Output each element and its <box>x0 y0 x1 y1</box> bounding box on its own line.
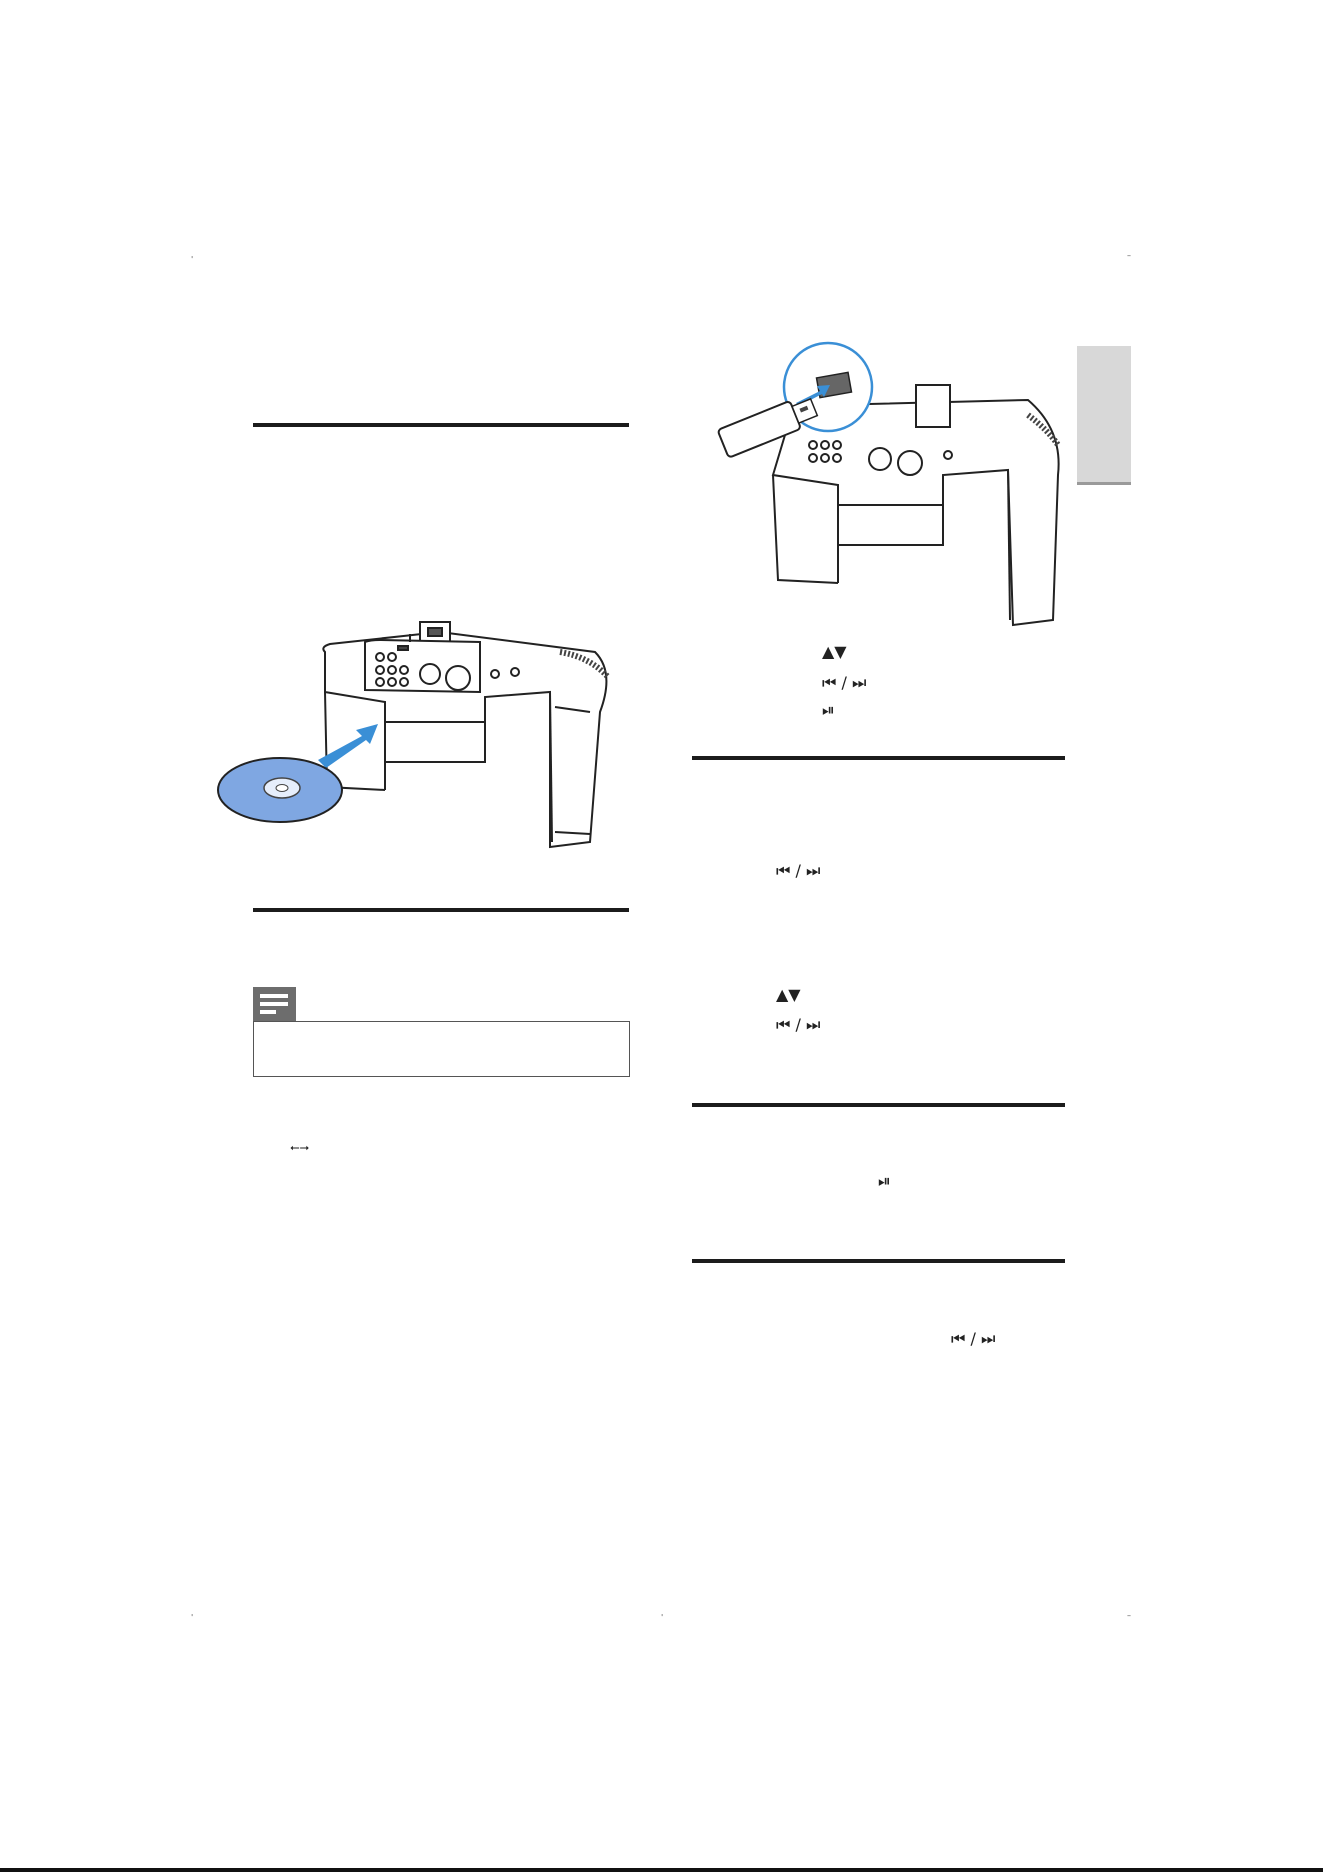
section-rule-2 <box>253 908 629 912</box>
section-rule-5 <box>692 1259 1065 1263</box>
language-tab <box>1077 346 1131 485</box>
prev-next-symbol-3: ⏮ / ⏭ <box>776 1015 821 1034</box>
disc-icon <box>218 758 342 822</box>
prev-next-symbol-2: ⏮ / ⏭ <box>776 861 821 880</box>
crop-mark-top-right: – <box>1127 251 1131 260</box>
usb-icon: ⭠⭢ <box>290 1140 310 1154</box>
note-box <box>253 1021 630 1077</box>
bottom-edge-bar <box>0 1868 1323 1872</box>
up-down-symbol-2: ▲▼ <box>776 985 801 1004</box>
play-pause-symbol-1: ⏯ <box>822 700 835 719</box>
section-rule-1 <box>253 423 629 427</box>
note-icon <box>260 994 290 1016</box>
crop-mark-top-left: ' <box>191 255 194 264</box>
crop-mark-bottom-right: – <box>1127 1611 1131 1620</box>
play-pause-symbol-2: ⏯ <box>878 1171 891 1190</box>
crop-mark-bottom-left: ' <box>191 1613 194 1622</box>
usb-insert-illustration <box>728 345 1068 630</box>
section-rule-4 <box>692 1103 1065 1107</box>
crop-mark-bottom-mid: ' <box>661 1613 664 1622</box>
note-header <box>253 987 296 1022</box>
prev-next-symbol-1: ⏮ / ⏭ <box>822 673 867 692</box>
disc-insert-illustration <box>290 612 620 852</box>
prev-next-symbol-4: ⏮ / ⏭ <box>951 1329 996 1348</box>
up-down-symbol-1: ▲▼ <box>822 642 847 661</box>
section-rule-3 <box>692 756 1065 760</box>
